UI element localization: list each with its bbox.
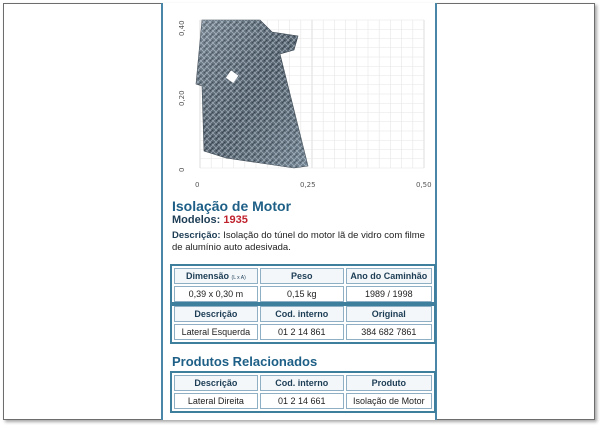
cell-weight: 0,15 kg bbox=[260, 286, 344, 302]
header-dimension-unit: (L x A) bbox=[231, 275, 246, 281]
x-tick-0: 0 bbox=[195, 181, 200, 189]
models-label: Modelos: bbox=[172, 214, 221, 226]
related-products-table bbox=[170, 371, 436, 413]
parts-table bbox=[170, 302, 436, 344]
header-weight: Peso bbox=[260, 268, 344, 284]
description-text: Isolação do túnel do motor lã de vidro com filme de alumínio auto adesivada. bbox=[172, 230, 425, 253]
product-description bbox=[172, 230, 430, 254]
cell-related-description[interactable]: Lateral Direita bbox=[174, 393, 258, 409]
header-year: Ano do Caminhão bbox=[346, 268, 432, 284]
header-related-product: Produto bbox=[346, 375, 432, 391]
product-image-chart bbox=[168, 16, 430, 196]
cell-dimension: 0,39 x 0,30 m bbox=[174, 286, 258, 302]
models-value: 1935 bbox=[223, 214, 248, 226]
y-tick-0-40: 0,40 bbox=[178, 20, 186, 36]
cell-original: 384 682 7861 bbox=[346, 324, 432, 340]
y-tick-0: 0 bbox=[178, 167, 186, 172]
models-line bbox=[172, 214, 248, 226]
cell-related-code: 01 2 14 661 bbox=[260, 393, 344, 409]
product-title: Isolação de Motor bbox=[172, 198, 292, 214]
cell-description: Lateral Esquerda bbox=[174, 324, 258, 340]
cell-code: 01 2 14 861 bbox=[260, 324, 344, 340]
table-row bbox=[174, 286, 432, 302]
x-tick-0-50: 0,50 bbox=[416, 181, 432, 189]
description-label: Descrição: bbox=[172, 230, 221, 241]
header-code: Cod. interno bbox=[260, 306, 344, 322]
header-original: Original bbox=[346, 306, 432, 322]
related-products-heading: Produtos Relacionados bbox=[172, 354, 318, 369]
cell-related-product[interactable]: Isolação de Motor bbox=[346, 393, 432, 409]
specs-table bbox=[170, 264, 436, 306]
header-dimension: Dimensão (L x A) bbox=[174, 268, 258, 284]
table-row bbox=[174, 324, 432, 340]
grid-svg bbox=[168, 16, 430, 196]
cell-year: 1989 / 1998 bbox=[346, 286, 432, 302]
header-description: Descrição bbox=[174, 306, 258, 322]
header-related-description: Descrição bbox=[174, 375, 258, 391]
x-tick-0-25: 0,25 bbox=[300, 181, 316, 189]
y-tick-0-20: 0,20 bbox=[178, 90, 186, 106]
table-row[interactable] bbox=[174, 393, 432, 409]
header-related-code: Cod. interno bbox=[260, 375, 344, 391]
